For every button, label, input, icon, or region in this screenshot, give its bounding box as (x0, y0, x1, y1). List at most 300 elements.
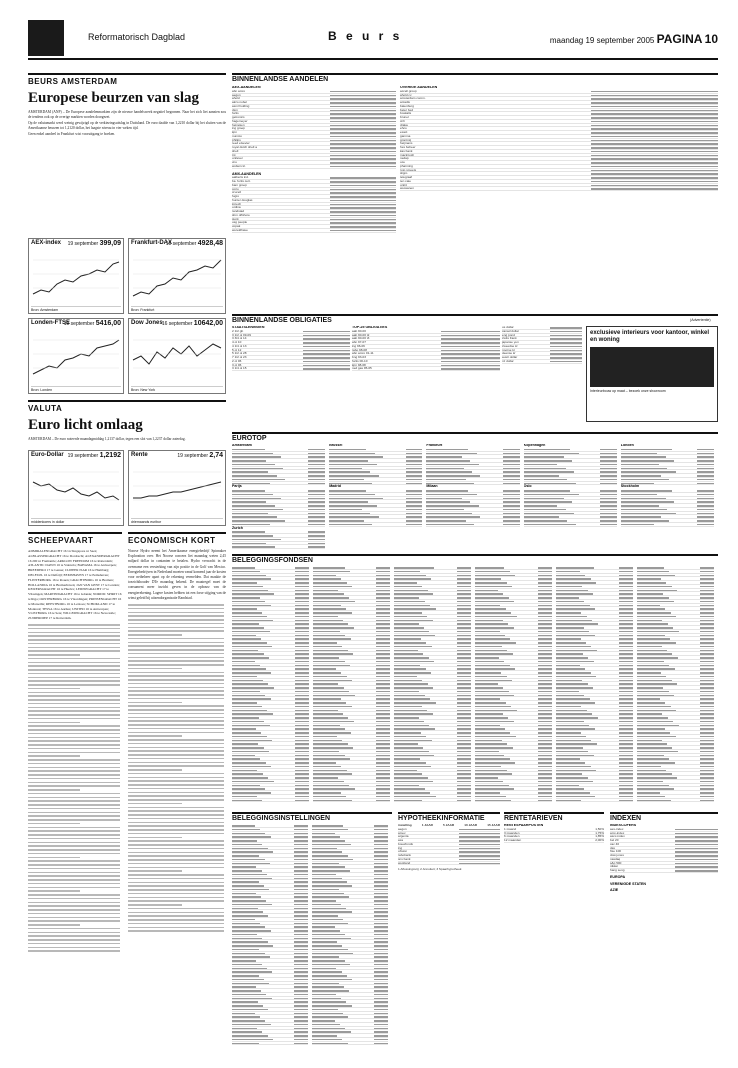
line-value (376, 605, 390, 607)
listing-line (556, 799, 633, 803)
line-value (376, 586, 390, 588)
line-text (28, 677, 120, 679)
line-value (600, 509, 617, 511)
binnenland-label: BINNENLANDSE AANDELEN (232, 73, 718, 83)
chart-footer: Bron: Frankfurt (131, 306, 223, 312)
line-value (376, 593, 390, 595)
line-text (128, 885, 224, 887)
hypotheek-label: HYPOTHEEKINFORMATIE (398, 812, 500, 822)
line-value (295, 601, 309, 603)
line-text (128, 784, 224, 786)
line-text (556, 755, 594, 757)
line-text (128, 795, 224, 797)
line-value (376, 785, 390, 787)
valuta-label: VALUTA (28, 400, 226, 413)
eurotop-column (232, 444, 325, 550)
line-value (294, 998, 308, 1000)
line-text (232, 672, 271, 674)
line-text (637, 717, 668, 719)
row-label: s&p 500 (610, 860, 622, 865)
line-value (700, 597, 714, 599)
line-text (232, 911, 263, 913)
line-text (637, 676, 666, 678)
line-value (457, 665, 471, 667)
line-text (232, 751, 269, 753)
line-text (232, 938, 262, 940)
line-value (700, 800, 714, 802)
line-value (376, 683, 390, 685)
line-text (556, 635, 595, 637)
line-text (128, 777, 224, 779)
chart-value: 19 september 1,2192 (67, 452, 121, 459)
line-value (374, 829, 388, 831)
line-value (308, 546, 325, 548)
line-value (700, 773, 714, 775)
line-value (295, 657, 309, 659)
line-text (28, 894, 120, 896)
line-text (312, 848, 337, 850)
line-text (312, 911, 352, 913)
instellingen-table (232, 824, 392, 1048)
line-value (457, 758, 471, 760)
row-values (550, 346, 582, 348)
line-text (232, 990, 261, 992)
line-value (619, 661, 633, 663)
line-value (457, 706, 471, 708)
line-text (232, 717, 259, 719)
line-text (232, 881, 259, 883)
line-text (28, 920, 120, 922)
line-text (556, 582, 596, 584)
line-value (457, 571, 471, 573)
line-text (232, 535, 273, 537)
line-text (128, 803, 182, 805)
rente-value: 2,00% (595, 838, 604, 842)
line-text (232, 725, 270, 727)
line-value (697, 524, 714, 526)
row-label: oce (400, 160, 405, 164)
line-text (475, 635, 505, 637)
line-text (312, 1009, 338, 1011)
line-value (457, 646, 471, 648)
line-text (475, 680, 512, 682)
line-text (394, 578, 431, 580)
line-text (394, 773, 422, 775)
row-label: vopak (232, 224, 241, 228)
line-value (376, 725, 390, 727)
line-value (619, 728, 633, 730)
line-text (394, 751, 429, 753)
line-value (619, 665, 633, 667)
line-value (457, 597, 471, 599)
aex-line (29, 250, 123, 304)
line-value (457, 668, 471, 670)
hypotheek-note: 1 Aflossingsvrij; 2 Annuiteit; 3 Spaarhypotheek (398, 867, 462, 872)
line-text (637, 616, 676, 618)
line-value (700, 777, 714, 779)
line-text (637, 586, 672, 588)
line-text (128, 739, 224, 741)
line-text (426, 516, 480, 518)
line-text (232, 567, 255, 569)
line-text (232, 520, 285, 522)
line-value (406, 490, 423, 492)
line-value (374, 949, 388, 951)
row-values (550, 342, 582, 344)
row-values (330, 106, 396, 108)
line-value (700, 788, 714, 790)
line-text (312, 979, 352, 981)
overig-table (400, 86, 718, 306)
line-text (128, 833, 224, 835)
line-text (394, 721, 424, 723)
line-text (475, 721, 514, 723)
row-values (330, 162, 396, 164)
line-value (376, 616, 390, 618)
line-value (308, 449, 325, 451)
row-values (591, 91, 718, 93)
line-text (556, 796, 595, 798)
line-text (637, 605, 660, 607)
row-label: abn 97-07 (352, 340, 366, 344)
line-text (28, 714, 120, 716)
row-values (303, 335, 350, 337)
line-text (556, 691, 579, 693)
line-text (232, 994, 266, 996)
line-text (475, 736, 516, 738)
line-value (457, 773, 471, 775)
line-value (308, 453, 325, 455)
line-value (376, 650, 390, 652)
line-text (232, 650, 258, 652)
line-text (524, 505, 558, 507)
line-value (294, 904, 308, 906)
line-text (128, 668, 182, 670)
line-value (374, 863, 388, 865)
line-text (312, 889, 339, 891)
row-label: fortis 00-10 (352, 358, 368, 363)
line-value (619, 586, 633, 588)
line-value (295, 608, 309, 610)
line-text (637, 698, 660, 700)
line-value (376, 758, 390, 760)
line-value (374, 874, 388, 876)
line-value (295, 740, 309, 742)
eurotop-market: Amsterdam (232, 444, 252, 447)
line-text (313, 657, 339, 659)
line-value (538, 680, 552, 682)
line-text (232, 900, 266, 902)
line-value (457, 623, 471, 625)
line-text (128, 769, 182, 771)
line-text (28, 928, 120, 930)
line-text (28, 748, 120, 750)
line-text (312, 1031, 351, 1033)
line-text (232, 453, 273, 455)
row-values (675, 863, 718, 865)
line-value (600, 460, 617, 462)
line-value (619, 635, 633, 637)
line-text (475, 698, 500, 700)
indexen-subheader: EUROPA (610, 874, 626, 879)
line-text (232, 758, 260, 760)
line-text (28, 793, 120, 795)
line-text (232, 844, 262, 846)
line-text (394, 747, 423, 749)
chart-title: Rente (131, 452, 148, 458)
line-text (313, 766, 341, 768)
line-text (394, 567, 434, 569)
line-text (637, 680, 672, 682)
line-text (394, 575, 426, 577)
line-text (637, 590, 677, 592)
line-value (294, 938, 308, 940)
line-value (294, 893, 308, 895)
line-text (28, 722, 80, 724)
line-text (232, 728, 256, 730)
line-value (294, 994, 308, 996)
line-text (313, 593, 344, 595)
line-text (28, 632, 120, 634)
line-value (457, 777, 471, 779)
line-text (475, 661, 504, 663)
line-text (475, 608, 506, 610)
line-text (28, 823, 80, 825)
row-values (330, 91, 396, 93)
line-text (426, 494, 476, 496)
line-value (294, 990, 308, 992)
line-text (426, 524, 474, 526)
line-value (295, 687, 309, 689)
line-text (232, 575, 266, 577)
line-text (312, 855, 348, 857)
row-label: ordina (232, 205, 241, 210)
line-text (128, 645, 224, 647)
line-text (232, 968, 267, 970)
row-label: kpn 98-08 (352, 362, 366, 367)
line-text (28, 860, 120, 862)
row-values (675, 840, 718, 842)
line-text (232, 680, 263, 682)
line-text (128, 814, 224, 816)
row-label: brunel (400, 115, 409, 119)
row-values (330, 125, 396, 127)
indexen-subheader: AZIE (610, 888, 619, 893)
row-values (591, 181, 718, 183)
line-text (232, 915, 268, 917)
line-value (700, 623, 714, 625)
line-text (475, 597, 509, 599)
line-text (329, 501, 368, 503)
line-text (394, 601, 425, 603)
line-text (313, 710, 338, 712)
line-text (28, 643, 120, 645)
line-value (294, 1043, 308, 1045)
line-value (503, 464, 520, 466)
line-text (28, 628, 120, 630)
line-text (28, 729, 120, 731)
line-text (621, 505, 659, 507)
line-text (313, 575, 336, 577)
line-value (376, 751, 390, 753)
line-text (394, 687, 433, 689)
line-text (232, 1043, 259, 1045)
line-text (232, 747, 264, 749)
line-text (556, 653, 583, 655)
line-text (232, 531, 265, 533)
line-text (329, 509, 362, 511)
line-value (619, 680, 633, 682)
line-text (556, 597, 579, 599)
line-value (538, 650, 552, 652)
line-value (457, 638, 471, 640)
line-text (312, 964, 350, 966)
line-text (556, 605, 590, 607)
advertisement[interactable] (586, 326, 718, 422)
line-value (295, 672, 309, 674)
line-text (232, 964, 262, 966)
line-text (128, 829, 224, 831)
line-text (232, 796, 257, 798)
line-text (313, 605, 341, 607)
line-text (556, 788, 584, 790)
line-value (503, 460, 520, 462)
row-label: eng pond (502, 332, 515, 337)
listing-line (312, 1042, 388, 1046)
line-text (637, 706, 671, 708)
line-text (524, 468, 566, 470)
row-values (591, 185, 718, 187)
line-text (556, 687, 593, 689)
table-row (502, 360, 582, 364)
line-value (700, 575, 714, 577)
line-value (376, 687, 390, 689)
line-value (457, 635, 471, 637)
line-text (28, 800, 120, 802)
line-value (374, 953, 388, 955)
table-row (352, 367, 500, 371)
line-value (619, 612, 633, 614)
line-value (538, 631, 552, 633)
eurotop-market: Frankfurt (426, 444, 443, 447)
line-value (700, 650, 714, 652)
line-text (232, 479, 285, 481)
line-value (538, 575, 552, 577)
line-value (376, 766, 390, 768)
line-value (457, 687, 471, 689)
line-text (28, 778, 120, 780)
line-text (313, 631, 340, 633)
line-text (475, 571, 510, 573)
line-value (295, 755, 309, 757)
line-value (295, 605, 309, 607)
line-value (376, 788, 390, 790)
line-text (128, 912, 224, 914)
line-value (538, 792, 552, 794)
line-value (457, 743, 471, 745)
line-value (457, 680, 471, 682)
line-value (697, 449, 714, 451)
line-text (637, 638, 670, 640)
line-text (313, 687, 344, 689)
row-label: reed elsevier (232, 141, 250, 146)
row-label: accell group (400, 88, 417, 93)
line-text (232, 695, 265, 697)
line-text (556, 586, 582, 588)
ad-text: Interieurbouw op maat – bezoek onze showroom (590, 389, 666, 393)
row-values (441, 353, 500, 355)
line-text (232, 571, 260, 573)
line-value (295, 646, 309, 648)
row-label: 5 1/2 ol 28 (232, 351, 247, 356)
row-label: ing (398, 845, 403, 850)
line-value (619, 695, 633, 697)
row-values (330, 226, 396, 228)
row-label: sbm offshore (232, 212, 250, 217)
line-value (295, 788, 309, 790)
line-value (406, 505, 423, 507)
line-text (313, 567, 345, 569)
line-value (700, 762, 714, 764)
line-text (313, 612, 352, 614)
row-label: imtech (232, 201, 242, 206)
line-value (376, 800, 390, 802)
line-text (232, 468, 283, 470)
row-label: bouwfonds (398, 841, 413, 846)
line-value (374, 990, 388, 992)
line-value (619, 687, 633, 689)
row-label: bel 20 (610, 838, 619, 842)
row-label: dsm (232, 107, 238, 112)
line-text (394, 590, 428, 592)
line-text (232, 1028, 257, 1030)
line-text (475, 642, 516, 644)
line-text (232, 1031, 262, 1033)
line-text (312, 825, 343, 827)
line-value (295, 661, 309, 663)
line-text (556, 770, 596, 772)
line-value (619, 736, 633, 738)
line-value (538, 571, 552, 573)
line-text (232, 1013, 255, 1015)
line-value (538, 736, 552, 738)
line-text (28, 815, 120, 817)
line-value (700, 785, 714, 787)
line-text (637, 668, 675, 670)
row-label: aab 90-00 t2 (352, 332, 370, 337)
line-value (294, 949, 308, 951)
chart-title: Euro-Dollar (31, 452, 64, 458)
line-text (313, 747, 353, 749)
economisch-label: ECONOMISCH KORT (128, 532, 226, 545)
line-value (538, 732, 552, 734)
line-text (621, 516, 661, 518)
line-value (295, 773, 309, 775)
line-text (128, 840, 224, 842)
line-value (538, 668, 552, 670)
line-value (700, 770, 714, 772)
line-value (406, 520, 423, 522)
line-text (232, 475, 277, 477)
row-label: wessanen (400, 186, 414, 191)
line-text (475, 567, 504, 569)
line-text (426, 498, 461, 500)
line-value (308, 460, 325, 462)
line-value (700, 638, 714, 640)
beurs-article (28, 110, 226, 137)
line-value (700, 646, 714, 648)
line-text (28, 932, 120, 934)
